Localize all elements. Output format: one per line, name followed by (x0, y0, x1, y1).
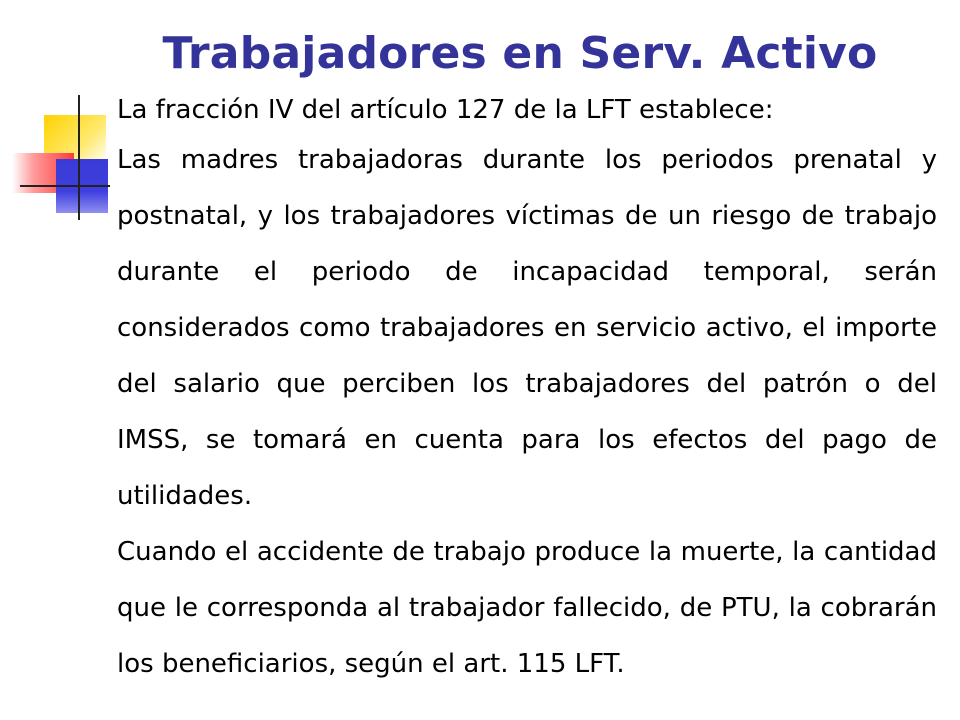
slide-title: Trabajadores en Serv. Activo (162, 28, 878, 79)
decorative-squares-logo (0, 95, 110, 220)
slide-body (117, 88, 937, 692)
paragraph-death: Cuando el accidente de trabajo produce la muerte, la cantidad que le corresponda al trabajador fallecido, de PTU, la cobrarán los beneficiarios, según el art. 115 LFT. (117, 537, 937, 679)
vertical-rule (78, 95, 80, 220)
paragraph-maternity: Las madres trabajadoras durante los periodos prenatal y postnatal, y los trabajadores víctimas de un riesgo de trabajo durante el periodo de incapacidad temporal, serán considerados como trabajadores en servicio activo, el importe del salario que perciben los trabajadores del patrón o del IMSS, se tomará en cuenta para los efectos del pago de utilidades. (117, 145, 937, 511)
intro-line: La fracción IV del artículo 127 de la LFT establece: (117, 95, 774, 125)
horizontal-rule (20, 185, 110, 187)
